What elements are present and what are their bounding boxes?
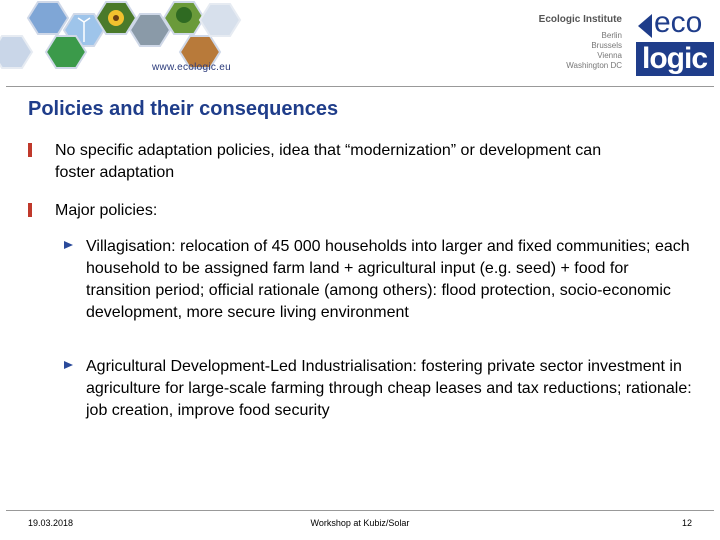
hexagon-pale-2 (0, 36, 32, 68)
city-brussels: Brussels (591, 41, 622, 50)
city-vienna: Vienna (597, 51, 622, 60)
sub-bullet-arrow-icon (64, 361, 73, 369)
hexagon-green (46, 36, 86, 68)
city-berlin: Berlin (601, 31, 622, 40)
website-url: www.ecologic.eu (152, 62, 231, 73)
ecologic-logo (632, 6, 716, 76)
page-number: 12 (681, 518, 692, 528)
bullet-1-text: No specific adaptation policies, idea that “modernization” or development can foster adaptation (55, 142, 602, 181)
footer-divider (6, 510, 714, 511)
logo-logic-text: logic (642, 42, 708, 75)
logo-eco-text: eco (654, 6, 703, 39)
hexagon-sky (28, 2, 68, 34)
institute-name: Ecologic Institute (538, 14, 622, 25)
bullet-marker-icon (28, 143, 32, 157)
slide-header (0, 0, 720, 88)
footer-event: Workshop at Kubiz/Solar (310, 518, 410, 528)
city-washington: Washington DC (566, 61, 622, 70)
footer-date: 19.03.2018 (28, 518, 74, 528)
sub-bullet-1-text: Villagisation: relocation of 45 000 households into larger and fixed communities; each household to be assigned farm land + agricultural input (e.g. seed) + food for transition period; official rationale (among others): flood protection, socio-economic development, more secure living environment (86, 238, 690, 321)
institute-block (539, 14, 622, 71)
logo-triangle-icon (638, 14, 652, 38)
sub-bullet-arrow-icon (64, 241, 73, 249)
sub-bullet-2-text: Agricultural Development-Led Industrialisation: fostering private sector investment in agriculture for large-scale farming through cheap leases and tax reductions; rationale: job creation, improve food security (86, 358, 692, 419)
hexagon-pale (200, 4, 240, 36)
slide-title: Policies and their consequences (28, 98, 339, 120)
bullet-marker-icon (28, 203, 32, 217)
header-divider (6, 86, 714, 87)
bullet-2-text: Major policies: (55, 202, 158, 219)
